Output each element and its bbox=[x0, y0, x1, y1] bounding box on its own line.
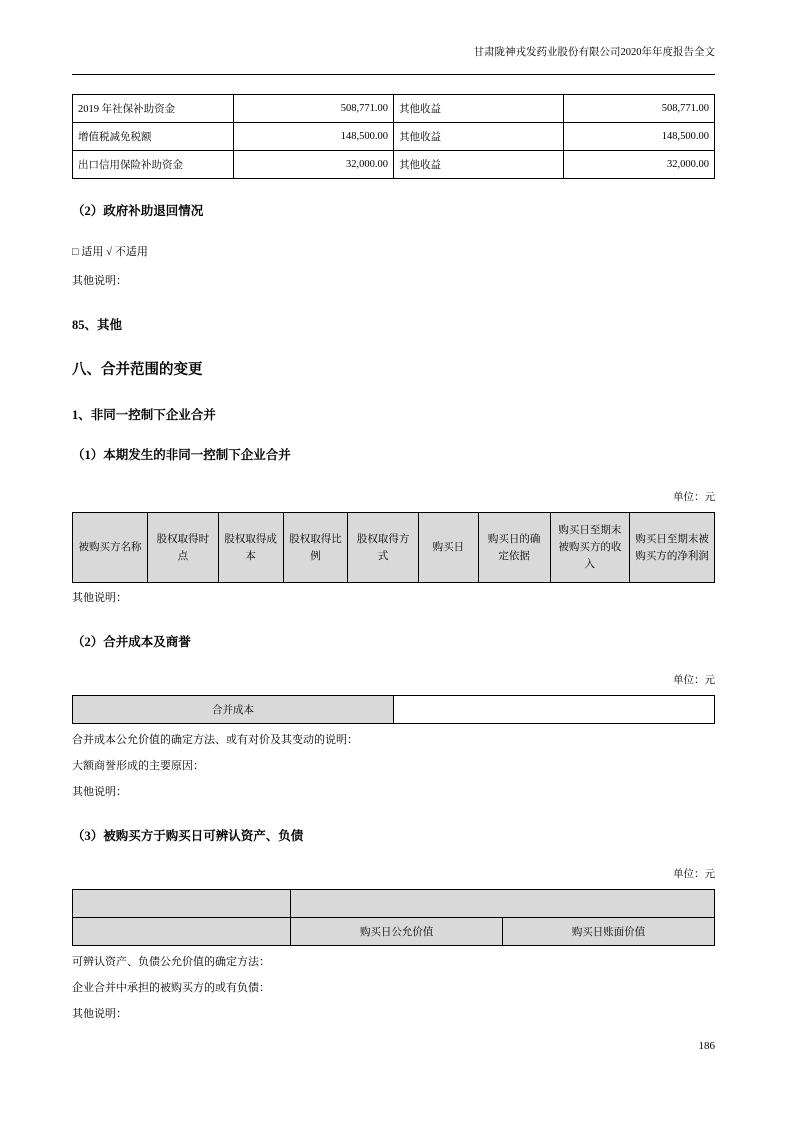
section-scope-heading: 八、合并范围的变更 bbox=[72, 362, 203, 378]
identifiable-assets-table bbox=[72, 889, 715, 946]
subsidy-amount-cell: 508,771.00 bbox=[233, 95, 394, 123]
section-cost-goodwill-heading: （2）合并成本及商誉 bbox=[72, 635, 191, 649]
merger-table-header-cell: 购买日的确定依据 bbox=[478, 513, 550, 583]
section-identifiable-heading: （3）被购买方于购买日可辨认资产、负债 bbox=[72, 829, 304, 843]
section-current-merger-heading: （1）本期发生的非同一控制下企业合并 bbox=[72, 448, 291, 462]
blank-header-cell bbox=[291, 890, 715, 918]
merger-cost-value-cell bbox=[394, 696, 715, 724]
other-note-label: 其他说明： bbox=[72, 1008, 127, 1020]
unit-label: 单位：元 bbox=[673, 869, 715, 880]
merger-cost-header-cell: 合并成本 bbox=[73, 696, 394, 724]
income-amount-cell: 148,500.00 bbox=[564, 123, 715, 151]
merger-table-header-cell: 股权取得成本 bbox=[218, 513, 283, 583]
merger-cost-table bbox=[72, 695, 715, 724]
table-header-row bbox=[73, 890, 715, 918]
other-note-label: 其他说明： bbox=[72, 786, 127, 798]
merger-table-header-cell: 股权取得方式 bbox=[348, 513, 419, 583]
income-amount-cell: 32,000.00 bbox=[564, 151, 715, 179]
book-value-header-cell: 购买日账面价值 bbox=[503, 918, 715, 946]
unit-label: 单位：元 bbox=[673, 675, 715, 686]
table-row bbox=[73, 696, 715, 724]
applicability-line: □ 适用 √ 不适用 bbox=[72, 246, 148, 258]
income-amount-cell: 508,771.00 bbox=[564, 95, 715, 123]
other-note-label: 其他说明： bbox=[72, 275, 127, 287]
table-row bbox=[73, 95, 715, 123]
page-header bbox=[72, 46, 715, 75]
page-number: 186 bbox=[698, 1040, 715, 1052]
report-title: 甘肃陇神戎发药业股份有限公司2020年年度报告全文 bbox=[473, 47, 715, 58]
table-row bbox=[73, 123, 715, 151]
merger-table-header-cell: 购买日至期末被购买方的净利润 bbox=[630, 513, 715, 583]
merger-table-header-cell: 购买日至期末被购买方的收入 bbox=[550, 513, 630, 583]
table-row bbox=[73, 151, 715, 179]
subsidy-item-cell: 增值税减免税额 bbox=[73, 123, 234, 151]
blank-header-cell bbox=[73, 918, 291, 946]
income-category-cell: 其他收益 bbox=[394, 123, 564, 151]
section-non-common-heading: 1、非同一控制下企业合并 bbox=[72, 408, 216, 422]
subsidy-item-cell: 2019 年社保补助资金 bbox=[73, 95, 234, 123]
income-category-cell: 其他收益 bbox=[394, 151, 564, 179]
contingent-liability-line: 企业合并中承担的被购买方的或有负债： bbox=[72, 982, 270, 994]
merger-table bbox=[72, 512, 715, 583]
section-other-heading: 85、其他 bbox=[72, 318, 123, 332]
blank-header-cell bbox=[73, 890, 291, 918]
table-header-row bbox=[73, 513, 715, 583]
goodwill-note-line: 大额商誉形成的主要原因： bbox=[72, 760, 204, 772]
subsidy-amount-cell: 32,000.00 bbox=[233, 151, 394, 179]
merger-table-header-cell: 购买日 bbox=[418, 513, 478, 583]
fair-value-header-cell: 购买日公允价值 bbox=[291, 918, 503, 946]
income-category-cell: 其他收益 bbox=[394, 95, 564, 123]
fair-value-method-line: 可辨认资产、负债公允价值的确定方法： bbox=[72, 956, 270, 968]
subsidy-table bbox=[72, 94, 715, 179]
unit-label: 单位：元 bbox=[673, 492, 715, 503]
table-header-row bbox=[73, 918, 715, 946]
merger-table-header-cell: 股权取得时点 bbox=[148, 513, 219, 583]
subsidy-item-cell: 出口信用保险补助资金 bbox=[73, 151, 234, 179]
section-refund-heading: （2）政府补助退回情况 bbox=[72, 204, 204, 218]
other-note-label: 其他说明： bbox=[72, 592, 127, 604]
subsidy-amount-cell: 148,500.00 bbox=[233, 123, 394, 151]
cost-note-line: 合并成本公允价值的确定方法、或有对价及其变动的说明： bbox=[72, 734, 358, 746]
merger-table-header-cell: 被购买方名称 bbox=[73, 513, 148, 583]
merger-table-header-cell: 股权取得比例 bbox=[283, 513, 348, 583]
